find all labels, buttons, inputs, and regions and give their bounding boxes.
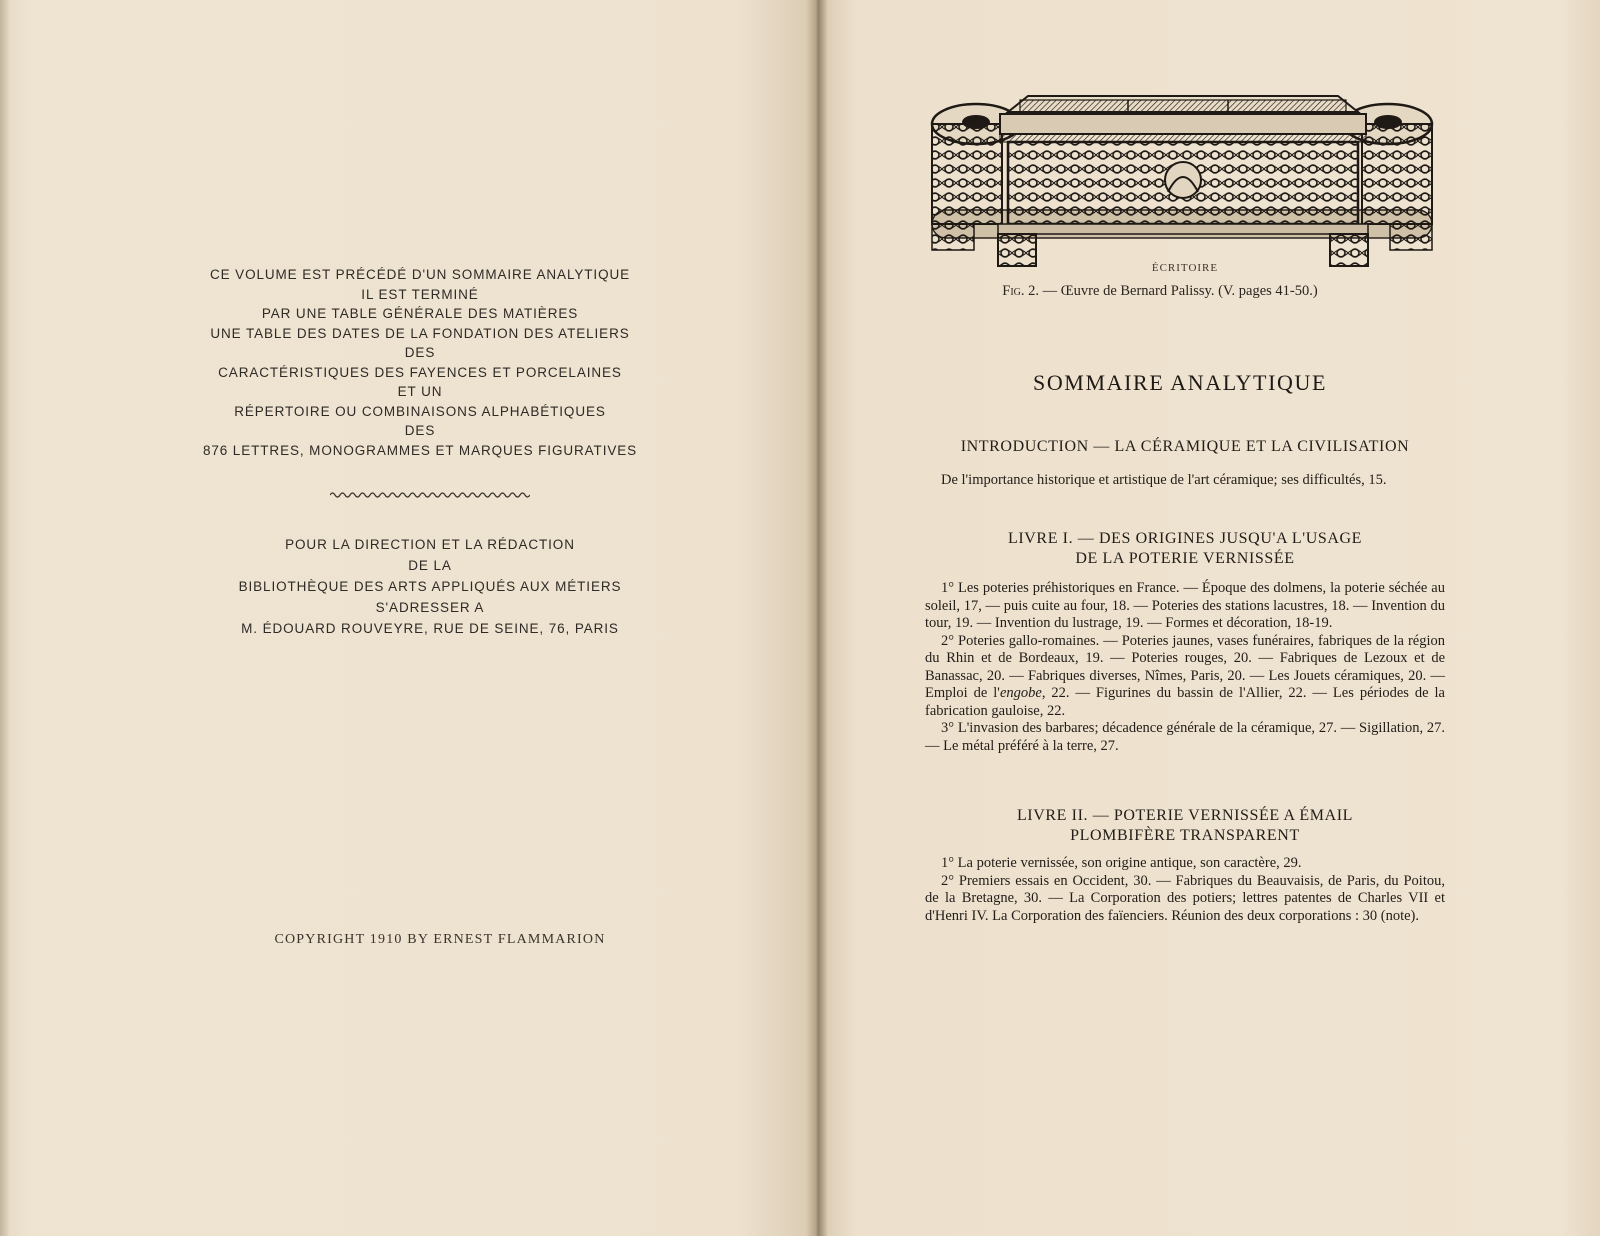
heading-line: LIVRE I. — DES ORIGINES JUSQU'A L'USAGE: [1007, 530, 1363, 547]
copyright-line: COPYRIGHT 1910 BY ERNEST FLAMMARION: [274, 932, 606, 947]
direction-line: BIBLIOTHÈQUE DES ARTS APPLIQUÉS AUX MÉTIERS: [238, 579, 622, 594]
paragraph-text: 3° L'invasion des barbares; décadence générale de la céramique, 27. — Sigillation, 27. — Le métal préféré à la terre, 27.: [925, 720, 1445, 754]
notice-line: CARACTÉRISTIQUES DES FAYENCES ET PORCELAINES: [218, 364, 622, 380]
figure-label: ÉCRITOIRE: [1151, 262, 1219, 274]
heading-line: DE LA POTERIE VERNISSÉE: [1075, 550, 1295, 567]
direction-line: M. ÉDOUARD ROUVEYRE, RUE DE SEINE, 76, PARIS: [241, 621, 619, 636]
notice-line: ET UN: [397, 384, 443, 399]
text-run: 2° Poteries gallo-romaines. — Poteries jaunes, vases funéraires, fabriques de la région du Rhin et de Bordeaux, 19. — Poteries rouges, 20. — Fabriques de Lezoux et de Banassac, 20. — Fabriques diverses, Nîmes, Paris, 20. — Les Jouets céramiques, 20. — Emploi de l': [925, 632, 1445, 701]
heading-line: PLOMBIFÈRE TRANSPARENT: [1070, 827, 1300, 844]
paragraph-text: De l'importance historique et artistique de l'art céramique; ses difficultés, 15.: [941, 472, 1387, 488]
page-title: SOMMAIRE ANALYTIQUE: [1032, 370, 1328, 395]
paragraph-text: 1° La poterie vernissée, son origine antique, son caractère, 29.: [941, 855, 1302, 871]
paragraph-text: 1° Les poteries préhistoriques en France. — Époque des dolmens, la poterie séchée au soleil, 17, — puis cuite au four, 18. — Poteries des stations lacustres, 18. — Invention du tour, 19. — Invention du lustrage, 19. — Formes et décoration, 18-19.: [925, 580, 1445, 631]
paragraph-text: [925, 633, 1445, 721]
livre-1-body: [925, 580, 1445, 755]
notice-line: DES: [404, 423, 436, 438]
figure-caption-text: — Œuvre de Bernard Palissy. (V. pages 41-50.): [1039, 283, 1318, 299]
notice-line: IL EST TERMINÉ: [361, 286, 479, 302]
direction-line: S'ADRESSER A: [375, 600, 485, 615]
notice-line: RÉPERTOIRE OU COMBINAISONS ALPHABÉTIQUES: [234, 403, 606, 419]
figure-number: Fig. 2.: [1002, 283, 1040, 299]
notice-line: UNE TABLE DES DATES DE LA FONDATION DES ATELIERS: [210, 325, 630, 341]
heading-line: LIVRE II. — POTERIE VERNISSÉE A ÉMAIL: [1016, 807, 1354, 824]
intro-heading: INTRODUCTION — LA CÉRAMIQUE ET LA CIVILISATION: [960, 438, 1410, 455]
ornamental-divider: [330, 490, 530, 500]
notice-line: CE VOLUME EST PRÉCÉDÉ D'UN SOMMAIRE ANALYTIQUE: [209, 267, 631, 282]
page-edge-shadow: [0, 0, 10, 1236]
paragraph-text: 2° Premiers essais en Occident, 30. — Fabriques du Beauvaisis, de Paris, du Poitou, de la Bretagne, 30. — La Corporation des potiers; lettres patentes de Charles VII et d'Henri IV. La Corporation des faïenciers. Réunion des deux corporations : 30 (note).: [925, 872, 1445, 924]
livre-2-body: [925, 855, 1445, 925]
notice-line: PAR UNE TABLE GÉNÉRALE DES MATIÈRES: [261, 306, 579, 321]
ecritoire-illustration: [928, 92, 1438, 274]
direction-notice: [180, 534, 680, 639]
text-run: , 22. — Figurines du bassin de l'Allier, 22. — Les périodes de la fabrication gauloise, 22.: [925, 685, 1445, 719]
intro-paragraph: [925, 472, 1445, 490]
direction-line: POUR LA DIRECTION ET LA RÉDACTION: [285, 537, 575, 552]
figure-caption: [940, 283, 1380, 300]
notice-line: 876 LETTRES, MONOGRAMMES ET MARQUES FIGURATIVES: [202, 442, 638, 458]
direction-line: DE LA: [408, 558, 452, 573]
italic-term: engobe: [999, 685, 1042, 701]
livre-1-heading: [925, 529, 1445, 569]
livre-2-heading: [925, 806, 1445, 846]
notice-line: DES: [404, 345, 436, 360]
book-gutter: [806, 0, 828, 1236]
volume-notice: [180, 265, 660, 460]
